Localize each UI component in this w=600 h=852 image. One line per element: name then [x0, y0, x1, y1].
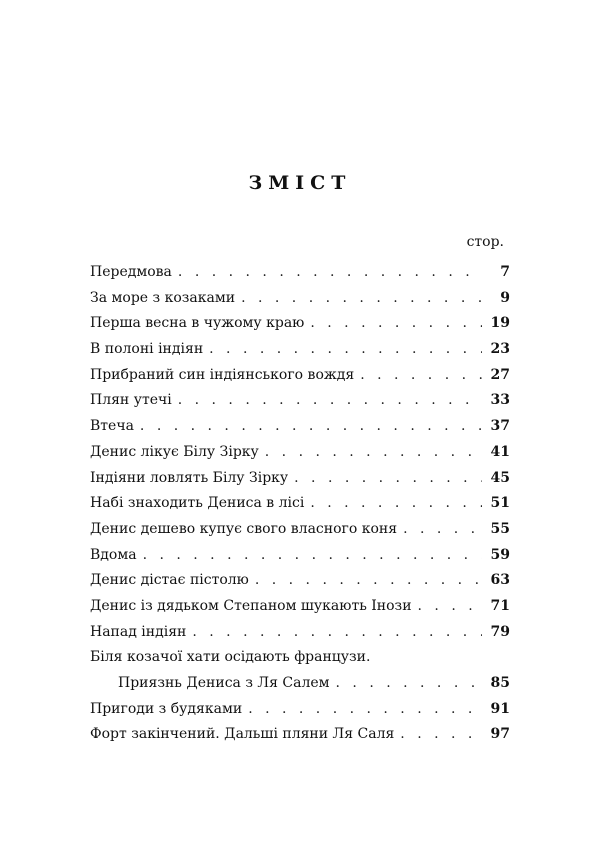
toc-entry-title: Втеча: [90, 418, 134, 435]
toc-entry-page: 79: [490, 623, 510, 640]
toc-entry: [90, 311, 510, 337]
toc-entry-page: 7: [500, 264, 510, 280]
toc-entry: [90, 414, 510, 440]
toc-entry: [90, 466, 510, 492]
dot-leader: [241, 286, 482, 312]
dot-leader: [403, 517, 482, 543]
toc-entry-title: Денис із дядьком Степаном шукають Інози: [90, 597, 412, 614]
toc-entry-page: 33: [490, 392, 510, 409]
toc-entry-page: 59: [490, 546, 510, 563]
toc-entry-page: 9: [500, 289, 510, 306]
toc-entry-title: Набі знаходить Дениса в лісі: [90, 495, 305, 512]
toc-entry-page: 55: [490, 520, 510, 537]
dot-leader: [248, 697, 482, 723]
toc-entry: [90, 722, 510, 748]
toc-entry-page: 27: [490, 366, 510, 383]
dot-leader: [140, 414, 482, 440]
toc-entry: [90, 388, 510, 414]
toc-entry-page: 71: [490, 597, 510, 614]
toc-entry-page: 41: [490, 443, 510, 460]
toc-entry: [90, 697, 510, 723]
dot-leader: [310, 491, 482, 517]
toc-entry-title: Передмова: [90, 264, 172, 280]
dot-leader: [209, 337, 482, 363]
dot-leader: [310, 311, 482, 337]
table-of-contents: [90, 260, 510, 748]
toc-entry-page: 37: [490, 418, 510, 435]
toc-entry-title: Напад індіян: [90, 623, 187, 640]
toc-entry-title: Перша весна в чужому краю: [90, 315, 305, 332]
toc-entry: [90, 620, 510, 646]
dot-leader: [192, 620, 482, 646]
toc-entry: [90, 671, 510, 697]
toc-entry-title: Вдома: [90, 546, 137, 563]
toc-entry-title: Прибраний син індіянського вождя: [90, 366, 355, 383]
toc-entry: [90, 568, 510, 594]
dot-leader: [400, 722, 482, 748]
toc-entry: [90, 440, 510, 466]
toc-entry-page: 51: [490, 495, 510, 512]
toc-entry-title: В полоні індіян: [90, 341, 204, 358]
toc-entry: [90, 260, 510, 286]
toc-entry: [90, 645, 510, 671]
toc-entry-title: Денис лікує Білу Зірку: [90, 443, 259, 460]
toc-entry: [90, 594, 510, 620]
toc-entry: [90, 286, 510, 312]
dot-leader: [255, 568, 482, 594]
toc-entry-title: Денис дешево купує свого власного коня: [90, 520, 398, 537]
toc-entry-title: Денис дістає пістолю: [90, 572, 249, 589]
dot-leader: [418, 594, 482, 620]
dot-leader: [360, 363, 482, 389]
page-column-label: стор.: [466, 234, 504, 250]
dot-leader: [178, 388, 482, 414]
toc-entry-page: 23: [490, 341, 510, 358]
toc-entry-page: 85: [490, 675, 510, 691]
toc-entry-title: Форт закінчений. Дальші пляни Ля Саля: [90, 726, 395, 743]
page-title: ЗМІСТ: [248, 172, 352, 194]
toc-entry: [90, 337, 510, 363]
toc-entry-page: 97: [490, 726, 510, 743]
toc-entry: [90, 363, 510, 389]
dot-leader: [178, 260, 482, 286]
toc-entry-page: 45: [490, 469, 510, 486]
toc-entry: [90, 543, 510, 569]
toc-entry: [90, 491, 510, 517]
toc-entry-title: Індіяни ловлять Білу Зірку: [90, 469, 289, 486]
toc-entry-title: Біля козачої хати осідають французи.: [90, 649, 371, 666]
toc-entry-title: Пригоди з будяками: [90, 700, 243, 717]
toc-entry-page: 19: [490, 315, 510, 332]
dot-leader: [294, 466, 482, 492]
toc-entry-title: За море з козаками: [90, 289, 236, 306]
dot-leader: [336, 671, 482, 697]
toc-entry-title: Приязнь Дениса з Ля Салем: [118, 675, 330, 691]
toc-entry-title: Плян утечі: [90, 392, 172, 409]
dot-leader: [143, 543, 482, 569]
toc-entry-page: 63: [490, 572, 510, 589]
dot-leader: [265, 440, 482, 466]
toc-entry-page: 91: [490, 700, 510, 717]
toc-entry: [90, 517, 510, 543]
